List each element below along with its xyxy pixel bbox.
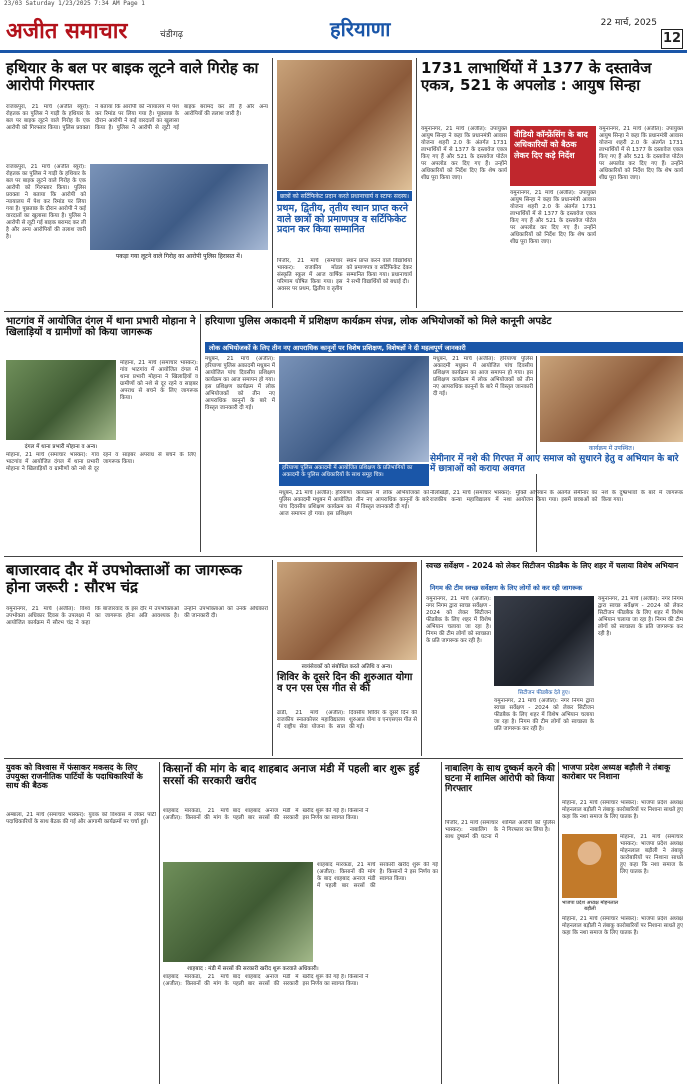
story-1-headline: हथियार के बल पर बाइक लूटने वाले गिरोह का आरोपी गिरफ्तार [6,59,259,94]
story-1-photo [90,164,268,250]
section-rule [4,758,683,759]
section-rule [4,556,683,557]
story-11-body: शाहबाद मारकंडा, 21 मार्च (अजीत): किसानों की मांग के बाद शाहबाद अनाज मंडी में पहली बार सरसों की सरकारी खरीद शुरू की गई है। किसानों ने इस निर्णय का स्वागत किया। [163,808,369,821]
column-rule [200,314,201,552]
column-rule [272,58,273,308]
edition-city: चंडीगढ़ [160,30,183,40]
story-11-headline: किसानों की मांग के बाद शाहबाद अनाज मंडी में पहली बार शुरू हुई सरसों की सरकारी खरीद [163,763,420,787]
masthead [0,9,687,53]
story-7-headline: बाजारवाद दौर में उपभोक्ताओं का जागरूक होना जरूरी : सौरभ चंद्र [6,561,242,596]
story-13-body-cont-2: मोहाना, 21 मार्च (समाचार भास्कर): भाजपा प्रदेश अध्यक्ष मोहनलाल बड़ौली ने तंबाकू कारोबारियों पर निशाना साधते हुए कहा कि नशा समाज के लिए घातक है। [562,916,683,936]
story-5-body: मधुबन, 21 मार्च (अजीत): हरियाणा पुलिस अकादमी मधुबन में आयोजित पांच दिवसीय प्रशिक्षण कार्यक्रम का आज समापन हो गया। इस प्रशिक्षण कार्यक्रम में लोक अभियोजकों को तीन नए आपराधिक कानूनों के बारे में विस्तृत जानकारी दी गई। [205,356,275,411]
story-12-headline: नाबालिग के साथ दुष्कर्म करने की घटना में शामिल आरोपी को किया गिरफ्तार [445,764,555,795]
story-6-body: नीलोखेड़ी, 21 मार्च (समाचार भास्कर): राजकीय कन्या महाविद्यालय में नशा मुक्ति अभियान के अंतर्गत सेमीनार का आयोजन किया गया। इसमें छात्राओं को नशे के दुष्प्रभावों के बारे में जागरूक किया गया। [430,490,683,503]
story-5-body-cont: मधुबन, 21 मार्च (अजीत): हरियाणा पुलिस अकादमी मधुबन में आयोजित पांच दिवसीय प्रशिक्षण कार्यक्रम का आज समापन हो गया। इस प्रशिक्षण कार्यक्रम में लोक अभियोजकों को तीन नए आपराधिक कानूनों के बारे में विस्तृत जानकारी दी गई। [279,490,429,517]
column-rule [558,762,559,1084]
story-11-photo [163,862,313,962]
story-3-headline: 1731 लाभार्थियों में 1377 के दस्तावेज एकत्र, 521 के अपलोड : आयुष सिन्हा [421,59,652,94]
story-3-subhead: वीडियो कॉन्फ्रेंसिंग के बाद अधिकारियों को बैठक लेकर दिए कड़े निर्देश [510,126,596,186]
story-2-photo [277,60,412,190]
column-rule [416,58,417,308]
story-11-body-cont: शाहबाद मारकंडा, 21 मार्च (अजीत): किसानों की मांग के बाद शाहबाद अनाज मंडी में पहली बार सरसों की सरकारी खरीद शुरू की गई है। किसानों ने इस निर्णय का स्वागत किया। [317,862,438,889]
story-9-photo [494,596,594,686]
story-4-photo [6,360,116,440]
column-rule [441,762,442,1084]
story-8-headline: शिविर के दूसरे दिन की शुरुआत योगा व एन एस एस गीत से की [277,672,413,695]
story-5-headline: हरियाणा पुलिस अकादमी में प्रशिक्षण कार्यक्रम संपन्न, लोक अभियोजकों को मिले कानूनी अपडेट [205,316,552,327]
story-7-body: यमुनानगर, 21 मार्च (अजीत): विश्व उपभोक्ता अधिकार दिवस के उपलक्ष्य में आयोजित कार्यक्रम में सौरभ चंद्र ने कहा कि बाजारवाद के इस दौर में उपभोक्ताओं का जागरूक होना अति आवश्यक है। उन्होंने उपभोक्ताओं को उनके अधिकारों की जानकारी दी। [6,606,268,626]
story-13-body: मोहाना, 21 मार्च (समाचार भास्कर): भाजपा प्रदेश अध्यक्ष मोहनलाल बड़ौली ने तंबाकू कारोबारियों पर निशाना साधते हुए कहा कि नशा समाज के लिए घातक है। [562,800,683,820]
story-9-headline: स्वच्छ सर्वेक्षण - 2024 को लेकर सिटीजन फीडबैक के लिए शहर में चलाया विशेष अभियान [426,561,679,570]
story-4-body: मोहाना, 21 मार्च (समाचार भास्कर): गांव भाटगांव में आयोजित दंगल में थाना प्रभारी मोहाना ने खिलाड़ियों व ग्रामीणों को नशे से दूर रहने व साइबर अपराध से बचने के लिए जागरूक किया। [120,360,198,401]
story-5-photo [279,356,429,462]
story-4-headline: भाटगांव में आयोजित दंगल में थाना प्रभारी मोहाना ने खिलाड़ियों व ग्रामीणों को किया जागरूक [6,316,196,339]
story-2-body: पिंजौर, 21 मार्च (समाचार भास्कर): राजकीय मॉडल संस्कृति स्कूल में आज वार्षिक परिणाम घोषित किया गया। इस अवसर पर प्रथम, द्वितीय व तृतीय स्थान प्राप्त करने वाले विद्यार्थियों को प्रमाणपत्र व सर्टिफिकेट देकर सम्मानित किया गया। प्रधानाचार्य ने सभी विद्यार्थियों को बधाई दी। [277,258,412,292]
story-6-photo-caption: कार्यक्रम में उपस्थित। [588,445,635,452]
story-4-caption: दंगल में थाना प्रभारी मोहाना व अन्य। [24,444,98,450]
story-11-caption: शाहबाद : मंडी में सरसों की सरकारी खरीद शुरू करवाते अधिकारी। [187,966,319,972]
column-rule [272,560,273,756]
story-13-body-cont: मोहाना, 21 मार्च (समाचार भास्कर): भाजपा प्रदेश अध्यक्ष मोहनलाल बड़ौली ने तंबाकू कारोबारियों पर निशाना साधते हुए कहा कि नशा समाज के लिए घातक है। [620,834,683,875]
story-9-body-cont-2: यमुनानगर, 21 मार्च (अजीत): नगर निगम द्वारा स्वच्छ सर्वेक्षण - 2024 को लेकर सिटीजन फीडबैक के लिए शहर में विशेष अभियान चलाया जा रहा है। निगम की टीम लोगों को स्वच्छता के प्रति जागरूक कर रही है। [494,698,594,732]
story-9-body-cont: यमुनानगर, 21 मार्च (अजीत): नगर निगम द्वारा स्वच्छ सर्वेक्षण - 2024 को लेकर सिटीजन फीडबैक के लिए शहर में विशेष अभियान चलाया जा रहा है। निगम की टीम लोगों को स्वच्छता के प्रति जागरूक कर रही है। [598,596,683,637]
story-12-body: पिंजौर, 21 मार्च (समाचार भास्कर): नाबालिग के साथ दुष्कर्म की घटना में शामिल आरोपी को पुलिस ने गिरफ्तार कर लिया है। [445,820,555,840]
story-9-subbar: निगम की टीम स्वच्छ सर्वेक्षण के लिए लोगों को कर रही जागरूक [426,582,683,593]
story-3-body: यमुनानगर, 21 मार्च (अजीत): उपायुक्त आयुष सिन्हा ने कहा कि प्रधानमंत्री आवास योजना शहरी 2.0 के अंतर्गत 1731 लाभार्थियों में से 1377 के दस्तावेज एकत्र किए गए हैं और 521 के दस्तावेज पोर्टल पर अपलोड कर दिए गए हैं। उन्होंने अधिकारियों को निर्देश दिए कि शेष कार्य शीघ्र पूरा किया जाए। [421,126,507,181]
column-rule [421,560,422,756]
story-2-caption: छात्रों को सर्टिफिकेट प्रदान करते प्रधानाचार्य व स्टाफ सदस्य। [277,191,412,201]
story-5-subbar: लोक अभियोजकों के लिए तीन नए आपराधिक कानूनों पर विशेष प्रशिक्षण, विशेषज्ञों ने दी महत्वपूर्ण जानकारी [205,342,683,353]
story-8-photo [277,562,417,660]
story-8-body: ढांडी, 21 मार्च (अजीत): राजकीय स्नातकोत्तर महाविद्यालय में राष्ट्रीय सेवा योजना के सात दिवसीय शिविर के दूसरे दिन की शुरुआत योगा व एनएसएस गीत से की गई। [277,710,417,730]
story-6-headline: सेमीनार में नशे की गिरफ्त में आए समाज को सुधारने हेतु व अभियान के बारे में छात्राओं को कराया अवगत [430,454,683,474]
story-1-caption: पकड़ा गया लूटने वाले गिरोह का आरोपी पुलिस हिरासत में। [115,253,243,260]
newspaper-logo: अजीत समाचार [6,18,128,44]
page-number: 12 [661,29,683,49]
story-2-headline: प्रथम, द्वितीय, तृतीय स्थान प्राप्त करने वाले छात्रों को प्रमाणपत्र व सर्टिफिकेट प्रदान कर किया सम्मानित [277,203,408,236]
section-title: हरियाणा [330,17,391,41]
story-1-body-cont: राजकपुरा, 21 मार्च (अजीत ब्यूरो): रोहतक का पुलिस ने गाड़ी के हथियार के बल पर बाइक लूटने वाले गिरोह के एक आरोपी को गिरफ्तार किया। पुलिस प्रवक्ता ने बताया कि आरोपी को न्यायालय में पेश कर रिमांड पर लिया गया है। पूछताछ के दौरान आरोपी ने कई वारदातों का खुलासा किया है। पुलिस ने आरोपी से लूटी गई बाइक बरामद कर ली है और अन्य आरोपियों की तलाश जारी है। [6,164,86,240]
print-slug: 23/03 Saturday 1/23/2025 7:34 AM Page 1 [4,0,145,7]
story-3-body-cont: यमुनानगर, 21 मार्च (अजीत): उपायुक्त आयुष सिन्हा ने कहा कि प्रधानमंत्री आवास योजना शहरी 2.0 के अंतर्गत 1731 लाभार्थियों में से 1377 के दस्तावेज एकत्र किए गए हैं और 521 के दस्तावेज पोर्टल पर अपलोड कर दिए गए हैं। उन्होंने अधिकारियों को निर्देश दिए कि शेष कार्य शीघ्र पूरा किया जाए। [510,190,596,245]
story-13-portrait-caption: भाजपा प्रदेश अध्यक्ष मोहनलाल बड़ौली [561,900,619,912]
story-11-body-cont-2: शाहबाद मारकंडा, 21 मार्च (अजीत): किसानों की मांग के बाद शाहबाद अनाज मंडी में पहली बार सरसों की सरकारी खरीद शुरू की गई है। किसानों ने इस निर्णय का स्वागत किया। [163,974,369,987]
story-5-caption: हरियाणा पुलिस अकादमी में आयोजित प्रशिक्षण के प्रतिभागियों का अकादमी के पुलिस अधिकारियों के साथ समूह चित्र। [279,464,429,486]
story-3-body-cont-2: यमुनानगर, 21 मार्च (अजीत): उपायुक्त आयुष सिन्हा ने कहा कि प्रधानमंत्री आवास योजना शहरी 2.0 के अंतर्गत 1731 लाभार्थियों में से 1377 के दस्तावेज एकत्र किए गए हैं और 521 के दस्तावेज पोर्टल पर अपलोड कर दिए गए हैं। उन्होंने अधिकारियों को निर्देश दिए कि शेष कार्य शीघ्र पूरा किया जाए। [599,126,683,181]
story-13-headline: भाजपा प्रदेश अध्यक्ष बड़ौली ने तंबाकू कारोबार पर निशाना [562,763,671,781]
issue-date: 22 मार्च, 2025 [600,18,657,28]
story-13-portrait [562,834,617,898]
column-rule [159,762,160,1084]
story-6-photo [540,356,683,442]
story-5-body-cont-2: मधुबन, 21 मार्च (अजीत): हरियाणा पुलिस अकादमी मधुबन में आयोजित पांच दिवसीय प्रशिक्षण कार्यक्रम का आज समापन हो गया। इस प्रशिक्षण कार्यक्रम में लोक अभियोजकों को तीन नए आपराधिक कानूनों के बारे में विस्तृत जानकारी दी गई। [433,356,533,397]
story-4-body-cont: मोहाना, 21 मार्च (समाचार भास्कर): गांव भाटगांव में आयोजित दंगल में थाना प्रभारी मोहाना ने खिलाड़ियों व ग्रामीणों को नशे से दूर रहने व साइबर अपराध से बचने के लिए जागरूक किया। [6,452,196,472]
story-9-body: यमुनानगर, 21 मार्च (अजीत): नगर निगम द्वारा स्वच्छ सर्वेक्षण - 2024 को लेकर सिटीजन फीडबैक के लिए शहर में विशेष अभियान चलाया जा रहा है। निगम की टीम लोगों को स्वच्छता के प्रति जागरूक कर रही है। [426,596,491,644]
story-1-body: राजकपुरा, 21 मार्च (अजीत ब्यूरो): रोहतक का पुलिस ने गाड़ी के हथियार के बल पर बाइक लूटने वाले गिरोह के एक आरोपी को गिरफ्तार किया। पुलिस प्रवक्ता ने बताया कि आरोपी को न्यायालय में पेश कर रिमांड पर लिया गया है। पूछताछ के दौरान आरोपी ने कई वारदातों का खुलासा किया है। पुलिस ने आरोपी से लूटी गई बाइक बरामद कर ली है और अन्य आरोपियों की तलाश जारी है। [6,104,268,131]
story-9-caption: सिटीजन फीडबैक देते हुए। [518,690,570,696]
story-10-headline: युवक को विश्वास में फंसाकर मकसद के लिए उपयुक्त राजनीतिक पार्टियों के पदाधिकारियों के साथ की बैठक [6,763,143,790]
story-10-body: अम्बाला, 21 मार्च (समाचार भास्कर): युवक को विश्वास में लेकर पार्टी पदाधिकारियों के साथ बैठक की गई और आगामी कार्यक्रमों पर चर्चा हुई। [6,812,156,825]
story-8-caption: स्वयंसेवकों को संबोधित करते अतिथि व अन्य। [301,664,393,670]
section-rule [4,311,683,312]
